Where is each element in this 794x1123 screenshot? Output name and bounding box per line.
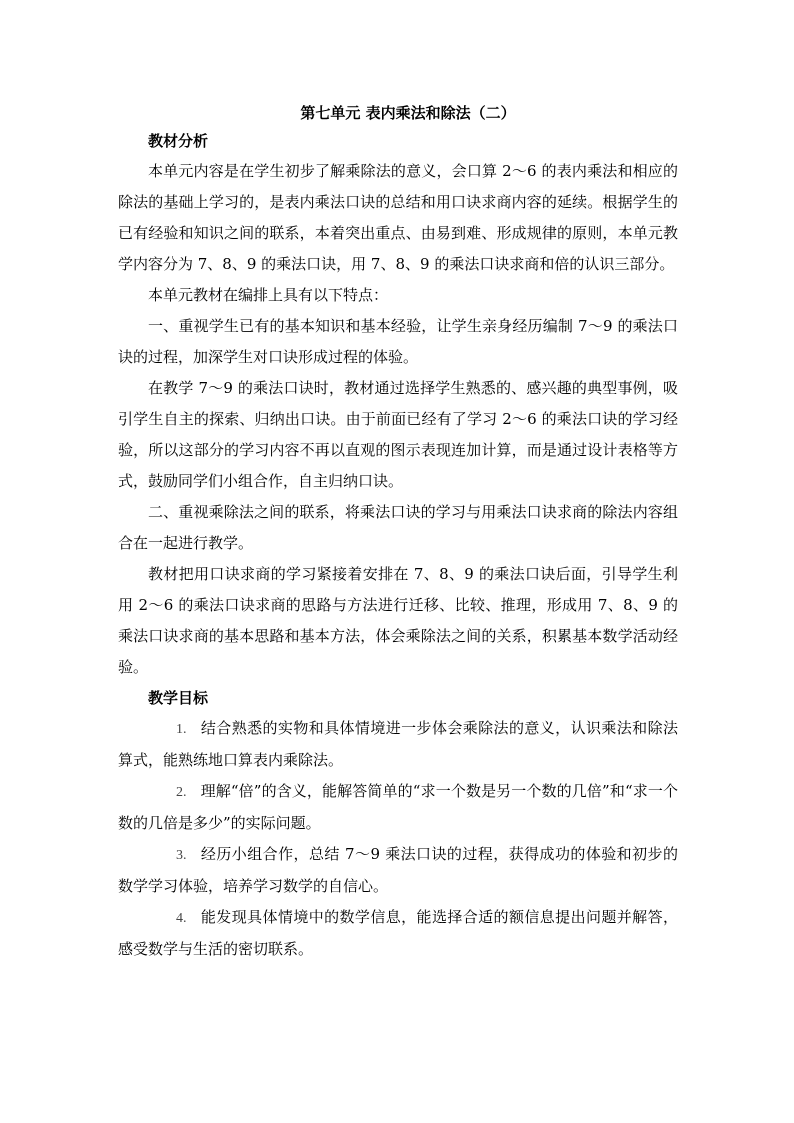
goal-item (118, 839, 678, 902)
analysis-paragraph: 本单元内容是在学生初步了解乘除法的意义，会口算 2～6 的表内乘法和相应的除法的基础上学习的，是表内乘法口诀的总结和用口诀求商内容的延续。根据学生的已有经验和知识之间的联系，本着突出重点、由易到难、形成规律的原则，本单元教学内容分为 7、8、9 的乘法口诀，用 7、8、9 的乘法口诀求商和倍的认识三部分。 (118, 162, 678, 273)
section-heading-goals: 教学目标 (148, 689, 209, 707)
goal-number: 1. (176, 722, 187, 737)
goal-item (118, 713, 678, 776)
goal-text: 能发现具体情境中的数学信息，能选择合适的额信息提出问题并解答，感受数学与生活的密切联系。 (118, 908, 678, 958)
goal-number: 4. (176, 911, 187, 926)
goal-number: 2. (176, 785, 187, 800)
goal-text: 理解“倍”的含义，能解答简单的“求一个数是另一个数的几倍”和“求一个数的几倍是多少”的实际问题。 (118, 782, 678, 832)
analysis-paragraph: 在教学 7～9 的乘法口诀时，教材通过选择学生熟悉的、感兴趣的典型事例，吸引学生自主的探索、归纳出口诀。由于前面已经有了学习 2～6 的乘法口诀的学习经验，所以这部分的学习内容不再以直观的图示表现连加计算，而是通过设计表格等方式，鼓励同学们小组合作，自主归纳口诀。 (118, 379, 678, 490)
goal-number: 3. (176, 848, 187, 863)
analysis-paragraph: 二、重视乘除法之间的联系，将乘法口诀的学习与用乘法口诀求商的除法内容组合在一起进行教学。 (118, 503, 678, 552)
document-body (118, 100, 678, 965)
page-title: 第七单元 表内乘法和除法（二） (300, 104, 516, 122)
section-heading-analysis: 教材分析 (148, 132, 209, 150)
analysis-paragraph: 教材把用口诀求商的学习紧接着安排在 7、8、9 的乘法口诀后面，引导学生利用 2～6 的乘法口诀求商的思路与方法进行迁移、比较、推理，形成用 7、8、9 的乘法口诀求商的基本思路和基本方法，体会乘除法之间的关系，积累基本数学活动经验。 (118, 565, 678, 676)
analysis-paragraph: 本单元教材在编排上具有以下特点： (148, 286, 389, 304)
goal-item (118, 776, 678, 839)
analysis-paragraph: 一、重视学生已有的基本知识和基本经验，让学生亲身经历编制 7～9 的乘法口诀的过程，加深学生对口诀形成过程的体验。 (118, 317, 678, 366)
goal-item (118, 902, 678, 965)
goal-text: 经历小组合作，总结 7～9 乘法口诀的过程，获得成功的体验和初步的数学学习体验，培养学习数学的自信心。 (118, 845, 678, 895)
goal-text: 结合熟悉的实物和具体情境进一步体会乘除法的意义，认识乘法和除法算式，能熟练地口算表内乘除法。 (118, 719, 678, 769)
